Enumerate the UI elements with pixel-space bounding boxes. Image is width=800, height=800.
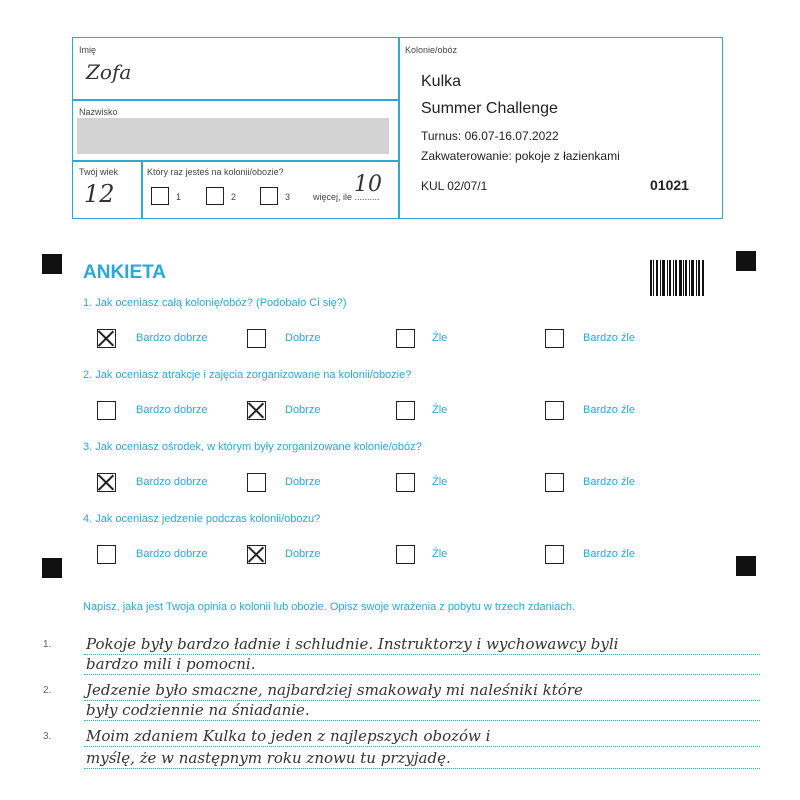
survey-title: ANKIETA bbox=[83, 262, 167, 283]
question-2-option-3-label: Źle bbox=[432, 404, 448, 416]
imie-label: Imię bbox=[79, 45, 97, 55]
header-divider-2 bbox=[72, 160, 399, 162]
ktory-raz-checkbox-1[interactable] bbox=[151, 187, 169, 205]
question-2-checkbox-4[interactable] bbox=[545, 401, 564, 420]
question-3-checkbox-3[interactable] bbox=[396, 473, 415, 492]
question-3-option-1-label: Bardzo dobrze bbox=[136, 476, 208, 488]
question-2-checkbox-1[interactable] bbox=[97, 401, 116, 420]
question-4-checkbox-1[interactable] bbox=[97, 545, 116, 564]
opinion-answer-line: były codziennie na śniadanie. bbox=[86, 701, 310, 719]
opinion-number-1: 1. bbox=[43, 639, 52, 650]
question-1-checkbox-3[interactable] bbox=[396, 329, 415, 348]
question-4-option-3-label: Źle bbox=[432, 548, 448, 560]
opinion-number-2: 2. bbox=[43, 685, 52, 696]
question-2-checkbox-3[interactable] bbox=[396, 401, 415, 420]
opinion-answer-line: Moim zdaniem Kulka to jeden z najlepszych obozów i bbox=[86, 727, 491, 745]
form-number: 01021 bbox=[650, 177, 689, 193]
opinion-dotted-line bbox=[84, 720, 760, 721]
question-1-option-4-label: Bardzo źle bbox=[583, 332, 635, 344]
wiek-label: Twój wiek bbox=[79, 167, 119, 177]
camp-name-line1: Kulka bbox=[421, 73, 462, 90]
camp-code: KUL 02/07/1 bbox=[421, 179, 488, 193]
question-3-text: 3. Jak oceniasz ośrodek, w którym były zorganizowane kolonie/obóz? bbox=[83, 441, 422, 453]
registration-marker-bottom-right bbox=[736, 556, 756, 576]
zakwaterowanie: Zakwaterowanie: pokoje z łazienkami bbox=[421, 149, 620, 163]
question-3-option-2-label: Dobrze bbox=[285, 476, 321, 488]
registration-marker-bottom-left bbox=[42, 558, 62, 578]
question-4-option-4-label: Bardzo źle bbox=[583, 548, 635, 560]
question-4-checkbox-3[interactable] bbox=[396, 545, 415, 564]
nazwisko-label: Nazwisko bbox=[79, 107, 118, 117]
opinion-dotted-line bbox=[84, 674, 760, 675]
question-2-checkbox-2[interactable] bbox=[247, 401, 266, 420]
ktory-raz-checkbox-3[interactable] bbox=[260, 187, 278, 205]
question-4-text: 4. Jak oceniasz jedzenie podczas kolonii/obozu? bbox=[83, 513, 321, 525]
opinion-answer-line: bardzo mili i pomocni. bbox=[86, 655, 256, 673]
question-4-checkbox-4[interactable] bbox=[545, 545, 564, 564]
opinion-number-3: 3. bbox=[43, 731, 52, 742]
question-1-option-2-label: Dobrze bbox=[285, 332, 321, 344]
question-4-option-1-label: Bardzo dobrze bbox=[136, 548, 208, 560]
imie-value: Zofa bbox=[86, 60, 132, 84]
wiecej-label: więcej, ile .......... bbox=[313, 192, 380, 202]
question-1-checkbox-1[interactable] bbox=[97, 329, 116, 348]
wiek-value: 12 bbox=[84, 180, 115, 208]
question-1-option-1-label: Bardzo dobrze bbox=[136, 332, 208, 344]
question-3-checkbox-4[interactable] bbox=[545, 473, 564, 492]
question-1-checkbox-2[interactable] bbox=[247, 329, 266, 348]
turnus: Turnus: 06.07-16.07.2022 bbox=[421, 129, 559, 143]
ktory-raz-label: Który raz jesteś na kolonii/obozie? bbox=[147, 167, 284, 177]
question-1-text: 1. Jak oceniasz całą kolonię/obóz? (Podobało Ci się?) bbox=[83, 297, 347, 309]
registration-marker-top-right bbox=[736, 251, 756, 271]
ktory-raz-checkbox-2[interactable] bbox=[206, 187, 224, 205]
opinion-answer-line: myślę, że w następnym roku znowu tu przyjadę. bbox=[86, 749, 451, 767]
question-2-option-2-label: Dobrze bbox=[285, 404, 321, 416]
kolonia-label: Kolonie/obóz bbox=[405, 45, 458, 55]
barcode-icon bbox=[650, 260, 704, 296]
nazwisko-redacted bbox=[77, 118, 389, 154]
question-2-text: 2. Jak oceniasz atrakcje i zajęcia zorganizowane na kolonii/obozie? bbox=[83, 369, 412, 381]
ktory-raz-option-3: 3 bbox=[285, 192, 291, 202]
registration-marker-top-left bbox=[42, 254, 62, 274]
ktory-raz-option-1: 1 bbox=[176, 192, 182, 202]
question-3-option-3-label: Źle bbox=[432, 476, 448, 488]
header-divider-1 bbox=[72, 99, 399, 101]
question-1-option-3-label: Źle bbox=[432, 332, 448, 344]
wiecej-value: 10 bbox=[354, 172, 382, 197]
header-divider-vertical bbox=[398, 37, 400, 219]
opinion-dotted-line bbox=[84, 746, 760, 747]
question-3-checkbox-2[interactable] bbox=[247, 473, 266, 492]
header-divider-3 bbox=[141, 160, 143, 219]
opinion-answer-line: Jedzenie było smaczne, najbardziej smakowały mi naleśniki które bbox=[86, 681, 583, 699]
question-4-option-2-label: Dobrze bbox=[285, 548, 321, 560]
question-3-checkbox-1[interactable] bbox=[97, 473, 116, 492]
question-1-checkbox-4[interactable] bbox=[545, 329, 564, 348]
camp-name-line2: Summer Challenge bbox=[421, 100, 558, 117]
opinion-dotted-line bbox=[84, 768, 760, 769]
question-4-checkbox-2[interactable] bbox=[247, 545, 266, 564]
opinion-answer-line: Pokoje były bardzo ładnie i schludnie. Instruktorzy i wychowawcy byli bbox=[86, 635, 619, 653]
question-3-option-4-label: Bardzo źle bbox=[583, 476, 635, 488]
opinion-prompt: Napisz, jaka jest Twoja opinia o kolonii lub obozie. Opisz swoje wrażenia z pobytu w trzech zdaniach. bbox=[83, 601, 575, 613]
ktory-raz-option-2: 2 bbox=[231, 192, 237, 202]
question-2-option-4-label: Bardzo źle bbox=[583, 404, 635, 416]
question-2-option-1-label: Bardzo dobrze bbox=[136, 404, 208, 416]
